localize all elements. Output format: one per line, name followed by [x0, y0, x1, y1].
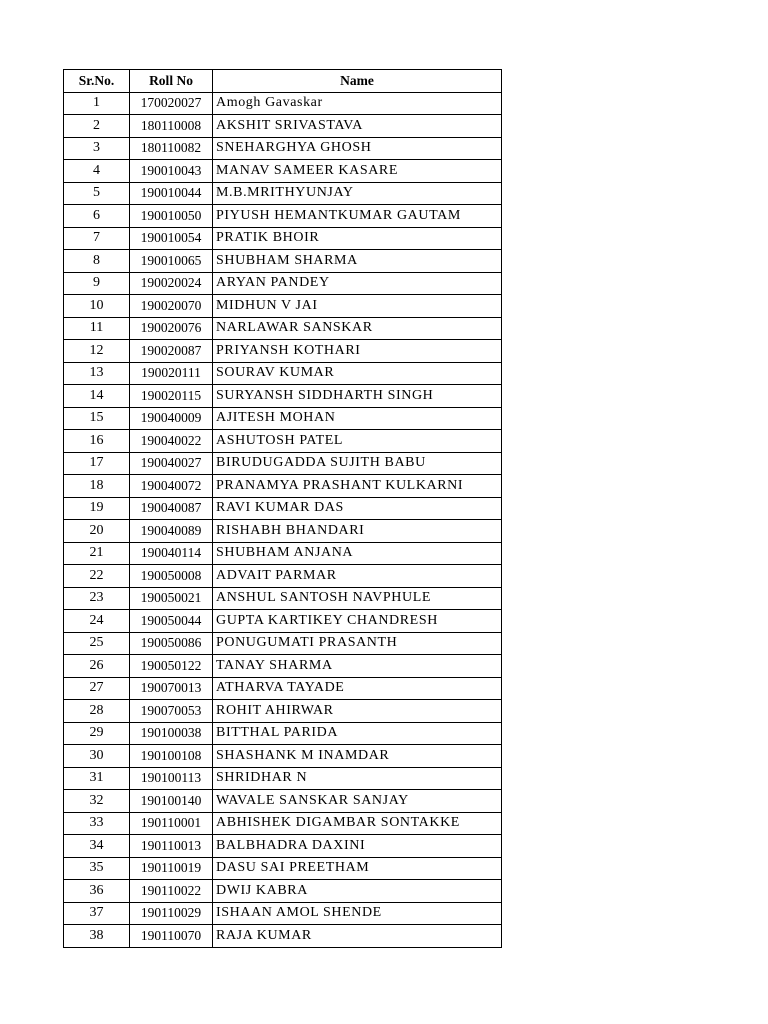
cell-name: AKSHIT SRIVASTAVA [213, 115, 502, 138]
cell-name: RAVI KUMAR DAS [213, 497, 502, 520]
table-row [64, 92, 502, 115]
table-row [64, 430, 502, 453]
cell-sr-no: 20 [64, 520, 130, 543]
cell-sr-no: 30 [64, 745, 130, 768]
cell-name: Amogh Gavaskar [213, 92, 502, 115]
cell-name: BALBHADRA DAXINI [213, 835, 502, 858]
table-row [64, 610, 502, 633]
table-row [64, 407, 502, 430]
cell-roll-no: 190050122 [130, 655, 213, 678]
cell-name: SURYANSH SIDDHARTH SINGH [213, 385, 502, 408]
cell-name: GUPTA KARTIKEY CHANDRESH [213, 610, 502, 633]
cell-sr-no: 16 [64, 430, 130, 453]
cell-sr-no: 21 [64, 542, 130, 565]
cell-sr-no: 31 [64, 767, 130, 790]
cell-name: ADVAIT PARMAR [213, 565, 502, 588]
cell-roll-no: 190020087 [130, 340, 213, 363]
cell-roll-no: 190100113 [130, 767, 213, 790]
cell-name: SNEHARGHYA GHOSH [213, 137, 502, 160]
cell-sr-no: 2 [64, 115, 130, 138]
table-row [64, 205, 502, 228]
cell-roll-no: 190100140 [130, 790, 213, 813]
cell-roll-no: 190100108 [130, 745, 213, 768]
table-row [64, 565, 502, 588]
cell-sr-no: 24 [64, 610, 130, 633]
table-row [64, 452, 502, 475]
cell-sr-no: 34 [64, 835, 130, 858]
table-row [64, 340, 502, 363]
table-row [64, 722, 502, 745]
table-row [64, 137, 502, 160]
cell-sr-no: 29 [64, 722, 130, 745]
table-row [64, 160, 502, 183]
cell-roll-no: 190040087 [130, 497, 213, 520]
cell-name: TANAY SHARMA [213, 655, 502, 678]
cell-roll-no: 180110008 [130, 115, 213, 138]
table-row [64, 497, 502, 520]
table-row [64, 272, 502, 295]
cell-roll-no: 190020076 [130, 317, 213, 340]
cell-name: DASU SAI PREETHAM [213, 857, 502, 880]
cell-name: NARLAWAR SANSKAR [213, 317, 502, 340]
cell-name: RISHABH BHANDARI [213, 520, 502, 543]
cell-name: ATHARVA TAYADE [213, 677, 502, 700]
cell-roll-no: 190040027 [130, 452, 213, 475]
cell-roll-no: 190010054 [130, 227, 213, 250]
header-row [64, 70, 502, 93]
cell-sr-no: 18 [64, 475, 130, 498]
cell-roll-no: 190020115 [130, 385, 213, 408]
cell-roll-no: 190050008 [130, 565, 213, 588]
cell-roll-no: 190010043 [130, 160, 213, 183]
table-row [64, 182, 502, 205]
cell-sr-no: 14 [64, 385, 130, 408]
cell-sr-no: 25 [64, 632, 130, 655]
table-row [64, 520, 502, 543]
cell-name: ASHUTOSH PATEL [213, 430, 502, 453]
cell-sr-no: 23 [64, 587, 130, 610]
cell-roll-no: 190110019 [130, 857, 213, 880]
cell-roll-no: 190020070 [130, 295, 213, 318]
cell-sr-no: 3 [64, 137, 130, 160]
cell-roll-no: 190110013 [130, 835, 213, 858]
header-roll-no: Roll No [130, 70, 213, 93]
cell-roll-no: 190010044 [130, 182, 213, 205]
cell-name: PRANAMYA PRASHANT KULKARNI [213, 475, 502, 498]
cell-roll-no: 190010050 [130, 205, 213, 228]
cell-roll-no: 190110022 [130, 880, 213, 903]
table-row [64, 542, 502, 565]
table-row [64, 812, 502, 835]
cell-roll-no: 190110001 [130, 812, 213, 835]
cell-sr-no: 6 [64, 205, 130, 228]
cell-name: BIRUDUGADDA SUJITH BABU [213, 452, 502, 475]
cell-roll-no: 190020111 [130, 362, 213, 385]
cell-name: PRIYANSH KOTHARI [213, 340, 502, 363]
table-row [64, 115, 502, 138]
cell-name: M.B.MRITHYUNJAY [213, 182, 502, 205]
cell-name: MANAV SAMEER KASARE [213, 160, 502, 183]
cell-name: PRATIK BHOIR [213, 227, 502, 250]
table-row [64, 857, 502, 880]
cell-sr-no: 5 [64, 182, 130, 205]
cell-roll-no: 190040072 [130, 475, 213, 498]
cell-sr-no: 13 [64, 362, 130, 385]
cell-sr-no: 22 [64, 565, 130, 588]
cell-name: PIYUSH HEMANTKUMAR GAUTAM [213, 205, 502, 228]
cell-roll-no: 190070053 [130, 700, 213, 723]
cell-name: ARYAN PANDEY [213, 272, 502, 295]
table-row [64, 362, 502, 385]
cell-roll-no: 190020024 [130, 272, 213, 295]
cell-sr-no: 37 [64, 902, 130, 925]
header-name: Name [213, 70, 502, 93]
cell-name: ANSHUL SANTOSH NAVPHULE [213, 587, 502, 610]
cell-name: ISHAAN AMOL SHENDE [213, 902, 502, 925]
header-sr-no: Sr.No. [64, 70, 130, 93]
table-row [64, 475, 502, 498]
cell-sr-no: 36 [64, 880, 130, 903]
cell-roll-no: 190070013 [130, 677, 213, 700]
cell-sr-no: 8 [64, 250, 130, 273]
cell-name: SHRIDHAR N [213, 767, 502, 790]
cell-name: ROHIT AHIRWAR [213, 700, 502, 723]
cell-sr-no: 15 [64, 407, 130, 430]
cell-name: BITTHAL PARIDA [213, 722, 502, 745]
table-row [64, 227, 502, 250]
cell-name: SHUBHAM ANJANA [213, 542, 502, 565]
cell-sr-no: 35 [64, 857, 130, 880]
cell-roll-no: 190040089 [130, 520, 213, 543]
table-body [64, 92, 502, 947]
cell-sr-no: 7 [64, 227, 130, 250]
cell-sr-no: 38 [64, 925, 130, 948]
cell-roll-no: 190100038 [130, 722, 213, 745]
cell-name: SHASHANK M INAMDAR [213, 745, 502, 768]
table-row [64, 880, 502, 903]
cell-roll-no: 190040009 [130, 407, 213, 430]
cell-sr-no: 10 [64, 295, 130, 318]
cell-roll-no: 190050044 [130, 610, 213, 633]
cell-roll-no: 190010065 [130, 250, 213, 273]
cell-roll-no: 190110029 [130, 902, 213, 925]
table-row [64, 295, 502, 318]
table-row [64, 632, 502, 655]
cell-name: RAJA KUMAR [213, 925, 502, 948]
cell-name: ABHISHEK DIGAMBAR SONTAKKE [213, 812, 502, 835]
cell-roll-no: 180110082 [130, 137, 213, 160]
cell-sr-no: 19 [64, 497, 130, 520]
cell-name: SHUBHAM SHARMA [213, 250, 502, 273]
table-row [64, 835, 502, 858]
cell-sr-no: 1 [64, 92, 130, 115]
table-row [64, 587, 502, 610]
table-header [64, 70, 502, 93]
cell-sr-no: 4 [64, 160, 130, 183]
table-row [64, 925, 502, 948]
cell-name: MIDHUN V JAI [213, 295, 502, 318]
table-row [64, 677, 502, 700]
table-row [64, 790, 502, 813]
cell-sr-no: 28 [64, 700, 130, 723]
cell-roll-no: 190110070 [130, 925, 213, 948]
table-row [64, 745, 502, 768]
cell-roll-no: 190040114 [130, 542, 213, 565]
table-row [64, 317, 502, 340]
table-row [64, 767, 502, 790]
roster-table [63, 69, 502, 948]
cell-sr-no: 32 [64, 790, 130, 813]
table-row [64, 250, 502, 273]
cell-name: AJITESH MOHAN [213, 407, 502, 430]
cell-name: SOURAV KUMAR [213, 362, 502, 385]
cell-sr-no: 12 [64, 340, 130, 363]
cell-sr-no: 9 [64, 272, 130, 295]
table-row [64, 902, 502, 925]
cell-sr-no: 26 [64, 655, 130, 678]
cell-name: PONUGUMATI PRASANTH [213, 632, 502, 655]
table-row [64, 700, 502, 723]
cell-roll-no: 190040022 [130, 430, 213, 453]
cell-sr-no: 33 [64, 812, 130, 835]
cell-roll-no: 190050021 [130, 587, 213, 610]
cell-name: DWIJ KABRA [213, 880, 502, 903]
table-row [64, 385, 502, 408]
cell-sr-no: 11 [64, 317, 130, 340]
cell-roll-no: 190050086 [130, 632, 213, 655]
cell-sr-no: 27 [64, 677, 130, 700]
cell-name: WAVALE SANSKAR SANJAY [213, 790, 502, 813]
cell-roll-no: 170020027 [130, 92, 213, 115]
table-row [64, 655, 502, 678]
cell-sr-no: 17 [64, 452, 130, 475]
